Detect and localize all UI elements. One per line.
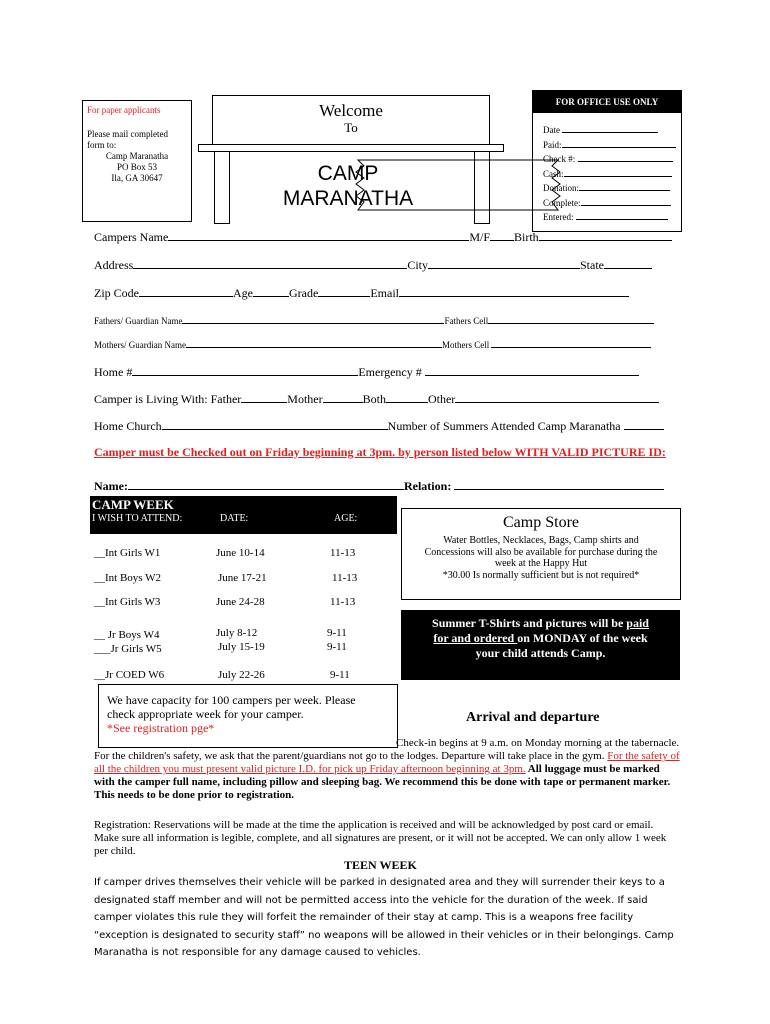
arrival-paragraph bbox=[94, 737, 680, 802]
email-field[interactable] bbox=[399, 285, 629, 297]
home-church-row: Home Church Number of Summers Attended Camp Maranatha bbox=[94, 418, 664, 434]
store-text-3: week at the Happy Hut bbox=[494, 558, 588, 569]
both-field[interactable] bbox=[386, 391, 428, 403]
week-row-5[interactable]: ___Jr Girls W5 bbox=[94, 643, 162, 655]
week-date-2: June 17-21 bbox=[218, 572, 267, 584]
office-field-paid: Paid: bbox=[543, 136, 675, 151]
mothers-cell-field[interactable] bbox=[491, 338, 651, 348]
campers-name-field[interactable] bbox=[168, 229, 469, 241]
summers-field[interactable] bbox=[624, 418, 664, 430]
tshirt-text-3: your child attends Camp. bbox=[475, 646, 606, 660]
zip-row: Zip Code Age Grade Email bbox=[94, 285, 629, 301]
week-age-4: 9-11 bbox=[327, 627, 347, 639]
tshirt-text-2: on MONDAY of the week bbox=[517, 631, 648, 645]
office-field-date: Date bbox=[543, 121, 675, 136]
fathers-row: Fathers/ Guardian Name Fathers Cell bbox=[94, 314, 654, 326]
camp-week-subtitle: I WISH TO ATTEND: bbox=[92, 513, 183, 524]
arrival-id-notice: For the safety of all the children you must present valid picture I.D. for pick up Friday afternoon beginning at 3pm. bbox=[94, 750, 680, 775]
paper-applicants-label: For paper applicants bbox=[87, 105, 161, 115]
registration-paragraph: Registration: Reservations will be made at the time the application is received and will be acknowledged by post card or email. Make sure all information is legible, complete, and all signatures are present, or it will not be accepted. We can only allow 1 week per child. bbox=[94, 819, 667, 857]
sign-post-left bbox=[214, 151, 230, 224]
office-field-check: Check #: bbox=[543, 150, 675, 165]
week-age-5: 9-11 bbox=[327, 641, 347, 653]
mail-line-2: form to: bbox=[87, 140, 117, 150]
maranatha-text: MARANATHA bbox=[282, 187, 414, 210]
tshirt-for-ordered: for and ordered bbox=[433, 631, 518, 645]
camp-store-title: Camp Store bbox=[503, 514, 579, 531]
camp-store-box bbox=[401, 508, 681, 600]
campers-name-row: Campers Name M/F Birth bbox=[94, 229, 672, 245]
city-field[interactable] bbox=[428, 257, 580, 269]
week-age-6: 9-11 bbox=[330, 669, 350, 681]
tshirt-notice-box bbox=[401, 610, 680, 680]
mother-field[interactable] bbox=[323, 391, 363, 403]
luggage-notice: All luggage must be marked with the camper full name, including pillow and sleeping bag. We recommend this be done with tape or permanent marker. This needs to be done prior to registration. bbox=[94, 763, 671, 801]
office-field-cash: Cash: bbox=[543, 165, 675, 180]
living-with-row: Camper is Living With: Father Mother Both Other bbox=[94, 391, 659, 407]
camp-text: CAMP bbox=[317, 162, 379, 185]
week-date-4: July 8-12 bbox=[216, 627, 258, 639]
sign-welcome-text: Welcome bbox=[319, 101, 383, 120]
state-field[interactable] bbox=[604, 257, 652, 269]
date-column-header: DATE: bbox=[220, 513, 249, 524]
arrival-title: Arrival and departure bbox=[466, 710, 600, 725]
mothers-row: Mothers/ Guardian Name Mothers Cell bbox=[94, 338, 651, 350]
week-row-3[interactable]: __Int Girls W3 bbox=[94, 596, 161, 608]
birth-field[interactable] bbox=[539, 229, 672, 241]
office-use-header: FOR OFFICE USE ONLY bbox=[533, 91, 681, 113]
store-text-2: Concessions will also be available for purchase during the bbox=[424, 546, 658, 558]
mail-line-5: Ila, GA 30647 bbox=[111, 173, 163, 183]
capacity-line-1: We have capacity for 100 campers per week. Please bbox=[107, 693, 356, 707]
pickup-name-field[interactable] bbox=[128, 478, 404, 490]
registration-page-note: *See registration pge* bbox=[107, 721, 215, 735]
mothers-name-field[interactable] bbox=[186, 338, 442, 348]
store-text-1: Water Bottles, Necklaces, Bags, Camp shirts and bbox=[443, 535, 639, 546]
week-date-1: June 10-14 bbox=[216, 547, 265, 559]
home-row: Home # Emergency # bbox=[94, 364, 639, 380]
welcome-sign bbox=[212, 95, 490, 147]
home-phone-field[interactable] bbox=[132, 364, 358, 376]
week-date-3: June 24-28 bbox=[216, 596, 265, 608]
sign-crossbar bbox=[198, 144, 504, 152]
week-age-2: 11-13 bbox=[332, 572, 358, 584]
camp-name-board bbox=[238, 158, 458, 212]
father-field[interactable] bbox=[241, 391, 287, 403]
mail-instructions-box bbox=[82, 100, 192, 222]
age-field[interactable] bbox=[253, 285, 289, 297]
office-use-box bbox=[532, 90, 682, 232]
camp-week-header bbox=[90, 496, 397, 534]
age-column-header: AGE: bbox=[334, 513, 358, 524]
office-field-complete: Complete: bbox=[543, 194, 675, 209]
mail-line-1: Please mail completed bbox=[87, 129, 168, 139]
sign-to-text: To bbox=[344, 120, 358, 135]
home-church-field[interactable] bbox=[162, 418, 388, 430]
week-date-5: July 15-19 bbox=[218, 641, 265, 653]
week-age-1: 11-13 bbox=[330, 547, 356, 559]
grade-field[interactable] bbox=[318, 285, 370, 297]
week-row-1[interactable]: __Int Girls W1 bbox=[94, 547, 161, 559]
week-row-6[interactable]: __Jr COED W6 bbox=[94, 669, 165, 681]
teen-week-paragraph: If camper drives themselves their vehicle will be parked in designated area and they will surrender their keys to a designated staff member and will not be permitted access into the vehicle for the duration of the week. If said camper violates this rule they will forfeit the remainder of their stay at camp. This is a weapons free facility “exception is designated to security staff” no weapons will be allowed in their vehicles or in their belongings. Camp Maranatha is not responsible for any damage caused to vehicles. bbox=[94, 877, 674, 958]
arrival-text: Check-in begins at 9 a.m. on Monday morning at the tabernacle. For the children's safety, we ask that the parent/guardians not go to the lodges. Departure will take place in the gym. bbox=[94, 737, 680, 762]
week-row-4[interactable]: __ Jr Boys W4 bbox=[94, 629, 160, 641]
zip-field[interactable] bbox=[139, 285, 233, 297]
week-date-6: July 22-26 bbox=[218, 669, 265, 681]
address-row: Address City State bbox=[94, 257, 652, 273]
emergency-field[interactable] bbox=[425, 364, 639, 376]
tshirt-text-1: Summer T-Shirts and pictures will be bbox=[432, 616, 627, 630]
other-field[interactable] bbox=[455, 391, 659, 403]
mail-line-3: Camp Maranatha bbox=[105, 151, 169, 161]
office-field-donation: Donation: bbox=[543, 179, 675, 194]
tshirt-paid: paid bbox=[626, 616, 649, 630]
week-row-2[interactable]: __Int Boys W2 bbox=[94, 572, 162, 584]
checkout-notice: Camper must be Checked out on Friday beginning at 3pm. by person listed below WITH VALID PICTURE ID: bbox=[94, 445, 666, 459]
capacity-line-2: check appropriate week for your camper. bbox=[107, 707, 304, 721]
teen-week-title: TEEN WEEK bbox=[344, 858, 417, 872]
office-field-entered: Entered: bbox=[543, 208, 675, 223]
week-age-3: 11-13 bbox=[330, 596, 356, 608]
camp-week-title: CAMP WEEK bbox=[92, 497, 174, 512]
store-text-4: *30.00 Is normally sufficient but is not required* bbox=[442, 569, 640, 581]
pickup-name-row: Name: Relation: bbox=[94, 478, 664, 494]
mf-field[interactable] bbox=[490, 229, 514, 241]
fathers-cell-field[interactable] bbox=[488, 314, 654, 324]
address-field[interactable] bbox=[133, 257, 407, 269]
pickup-relation-field[interactable] bbox=[454, 478, 664, 490]
mail-line-4: PO Box 53 bbox=[116, 162, 157, 172]
fathers-name-field[interactable] bbox=[182, 314, 444, 324]
